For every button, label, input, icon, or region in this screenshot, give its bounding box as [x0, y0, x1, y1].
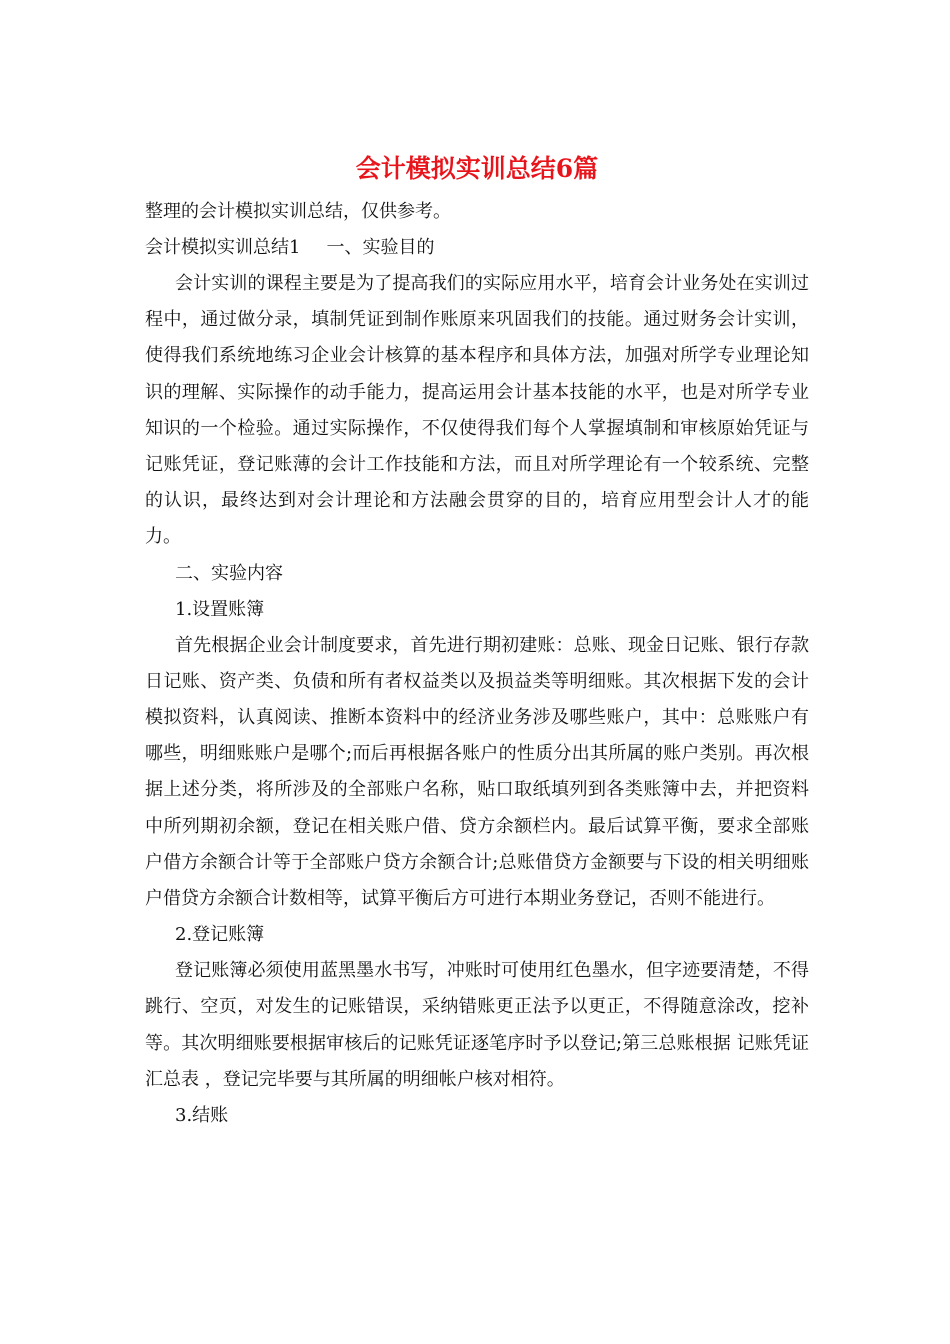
item2-heading: 2.登记账簿 — [175, 924, 265, 946]
item1-heading: 1.设置账簿 — [175, 598, 265, 620]
section2-heading: 二、实验内容 — [175, 562, 283, 584]
section-label-line — [145, 230, 809, 266]
document-title: 会计模拟实训总结6篇 — [355, 154, 599, 183]
paragraph-set-ledgers: 首先根据企业会计制度要求，首先进行期初建账：总账、现金日记账、银行存款日记账、资产类、负债和所有者权益类以及损益类等明细账。其次根据下发的会计模拟资料，认真阅读、推断本资料中的经济业务涉及哪些账户，其中：总账账户有哪些，明细账账户是哪个;而后再根据各账户的性质分出其所属的账户类别。再次根据上述分类，将所涉及的全部账户名称，贴口取纸填列到各类账簿中去，并把资料中所列期初余额，登记在相关账户借、贷方余额栏内。最后试算平衡，要求全部账户借方余额合计等于全部账户贷方余额合计;总账借贷方金额要与下设的相关明细账户借贷方余额合计数相等，试算平衡后方可进行本期业务登记，否则不能进行。 — [145, 634, 809, 910]
item3-heading: 3.结账 — [175, 1105, 229, 1127]
section-label: 会计模拟实训总结1 — [145, 237, 301, 258]
document-body — [145, 150, 809, 1134]
intro-line: 整理的会计模拟实训总结，仅供参考。 — [145, 201, 451, 222]
paragraph-record-ledgers: 登记账簿必须使用蓝黑墨水书写，冲账时可使用红色墨水，但字迹要清楚，不得跳行、空页，对发生的记账错误，采纳错账更正法予以更正，不得随意涂改，挖补等。其次明细账要根据审核后的记账凭证逐笔序时予以登记;第三总账根据 记账凭证汇总表 ，登记完毕要与其所属的明细帐户核对相符。 — [145, 960, 809, 1090]
section1-heading: 一、实验目的 — [326, 237, 435, 258]
paragraph-purpose: 会计实训的课程主要是为了提高我们的实际应用水平，培育会计业务处在实训过程中，通过做分录，填制凭证到制作账原来巩固我们的技能。通过财务会计实训，使得我们系统地练习企业会计核算的基本程序和具体方法，加强对所学专业理论知识的理解、实际操作的动手能力，提高运用会计基本技能的水平，也是对所学专业知识的一个检验。通过实际操作，不仅使得我们每个人掌握填制和审核原始凭证与记账凭证，登记账薄的会计工作技能和方法，而且对所学理论有一个较系统、完整的认识，最终达到对会计理论和方法融会贯穿的目的，培育应用型会计人才的能力。 — [145, 273, 809, 548]
